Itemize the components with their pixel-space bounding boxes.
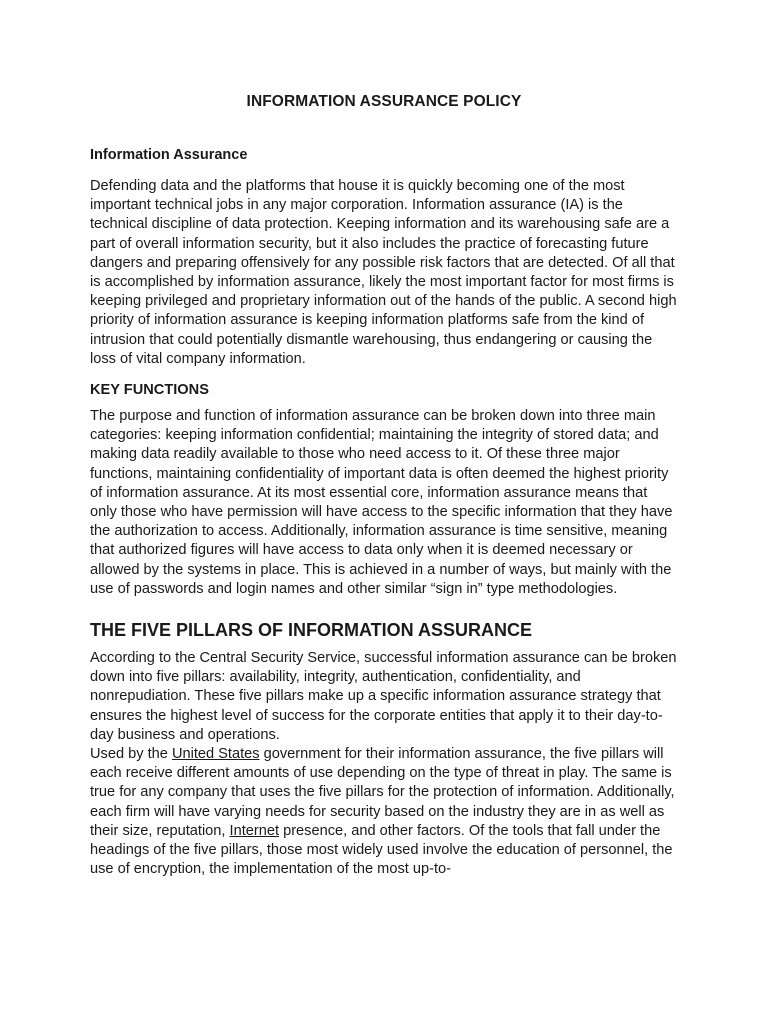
internet-link[interactable]: Internet (229, 822, 280, 839)
intro-paragraph: Defending data and the platforms that house it is quickly becoming one of the most important technical jobs in any major corporation. Information assurance (IA) is the technical discipline of data protection. Keeping information and its warehousing safe are a part of overall information security, but it also includes the practice of forecasting future dangers and preparing offensively for any possible risk factors that are detected. Of all that is accomplished by information assurance, likely the most important factor for most firms is keeping privileged and proprietary information out of the hands of the public. A second high priority of information assurance is keeping information platforms safe from the kind of intrusion that could potentially dismantle warehousing, thus endangering or causing the loss of vital company information. (90, 178, 677, 367)
document-title: INFORMATION ASSURANCE POLICY (246, 93, 522, 110)
section-subheading-information-assurance: Information Assurance (90, 147, 248, 163)
paragraph-2-text-end: presence, and other factors. Of the tools that fall under the headings of the five pillars, those most widely used involve the education of personnel, the use of encryption, the implementation of the most up-to- (90, 822, 673, 878)
paragraph-2-text-start: Used by the (90, 746, 172, 763)
five-pillars-heading: THE FIVE PILLARS OF INFORMATION ASSURANCE (90, 620, 533, 641)
key-functions-paragraph: The purpose and function of information assurance can be broken down into three main categories: keeping information confidential; maintaining the integrity of stored data; and making data readily available to those who need access to it. Of these three major functions, maintaining confidentiality of important data is often deemed the highest priority of information assurance. At its most essential core, information assurance means that only those who have permission will have access to the specific information that they have the authorization to access. Additionally, information assurance is time sensitive, meaning that authorized figures will have access to data only when it is deemed necessary or allowed by the systems in place. This is achieved in a number of ways, but mainly with the use of passwords and login names and other similar “sign in” type methodologies. (90, 408, 673, 597)
united-states-link[interactable]: United States (171, 746, 260, 763)
paragraph-2-text-middle: government for their information assurance, the five pillars will each receive different amounts of use depending on the type of threat in play. The same is true for any company that uses the five pillars for the protection of information. Additionally, each firm will have varying needs for security based on the industry they are in as well as their size, reputation, (90, 746, 675, 839)
key-functions-heading: KEY FUNCTIONS (90, 382, 209, 399)
five-pillars-paragraph-2 (90, 745, 678, 879)
five-pillars-paragraph-1: According to the Central Security Service, successful information assurance can be broken down into five pillars: availability, integrity, authentication, confidentiality, and nonrepudiation. These five pillars make up a specific information assurance strategy that ensures the highest level of success for the corporate entities that apply it to their day-to-day business and operations. (90, 650, 677, 743)
